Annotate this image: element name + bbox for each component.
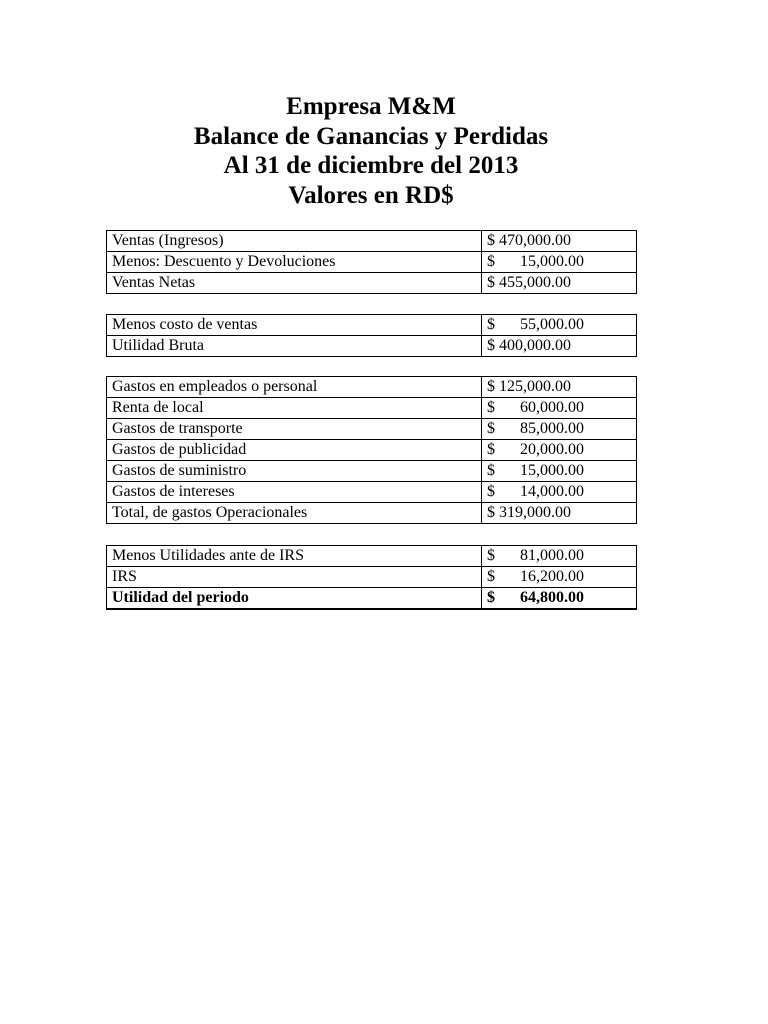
amount-wrapper — [487, 398, 636, 418]
row-label: Gastos de suministro — [107, 461, 482, 482]
table-row — [107, 377, 637, 398]
amount-wrapper — [487, 336, 636, 356]
cost-of-sales-table — [106, 314, 637, 357]
amount-wrapper — [487, 231, 636, 251]
row-amount — [482, 231, 637, 252]
currency-symbol: $ — [487, 253, 495, 270]
amount-wrapper — [487, 503, 636, 523]
row-amount — [482, 546, 637, 567]
amount-wrapper — [487, 377, 636, 397]
operating-expenses-table — [106, 376, 637, 524]
table-row — [107, 546, 637, 567]
document-title-block — [0, 92, 742, 210]
amount-value: 14,000.00 — [520, 483, 584, 500]
amount-value: 16,200.00 — [520, 568, 584, 585]
currency-symbol: $ — [487, 589, 495, 606]
currency-symbol: $ — [487, 399, 495, 416]
currency-symbol: $ — [487, 483, 495, 500]
table-row — [107, 336, 637, 357]
sales-table — [106, 230, 637, 294]
amount-value: 64,800.00 — [520, 589, 584, 606]
amount-value: 125,000.00 — [499, 378, 571, 395]
table-row — [107, 567, 637, 588]
row-label: Gastos de transporte — [107, 419, 482, 440]
row-label: Menos Utilidades ante de IRS — [107, 546, 482, 567]
currency-symbol: $ — [487, 316, 495, 333]
row-label: Renta de local — [107, 398, 482, 419]
amount-value: 470,000.00 — [499, 232, 571, 249]
currency-symbol: $ — [487, 232, 495, 249]
row-label: IRS — [107, 567, 482, 588]
row-amount — [482, 315, 637, 336]
currency-note: Valores en RD$ — [288, 181, 454, 209]
amount-value: 85,000.00 — [520, 420, 584, 437]
row-label: Utilidad Bruta — [107, 336, 482, 357]
table-row — [107, 231, 637, 252]
amount-wrapper — [487, 252, 636, 272]
amount-value: 455,000.00 — [499, 274, 571, 291]
amount-value: 319,000.00 — [499, 504, 571, 521]
currency-symbol: $ — [487, 504, 495, 521]
table-row — [107, 440, 637, 461]
row-amount — [482, 336, 637, 357]
row-amount — [482, 398, 637, 419]
row-amount — [482, 482, 637, 503]
row-amount — [482, 252, 637, 273]
amount-wrapper — [487, 315, 636, 335]
amount-wrapper — [487, 546, 636, 566]
row-amount — [482, 567, 637, 588]
amount-wrapper — [487, 482, 636, 502]
amount-value: 15,000.00 — [520, 253, 584, 270]
row-label: Total, de gastos Operacionales — [107, 503, 482, 524]
row-label: Gastos de intereses — [107, 482, 482, 503]
currency-symbol: $ — [487, 441, 495, 458]
row-label: Menos costo de ventas — [107, 315, 482, 336]
currency-symbol: $ — [487, 337, 495, 354]
table-row — [107, 273, 637, 294]
table-row — [107, 503, 637, 524]
table-row — [107, 252, 637, 273]
net-income-table — [106, 545, 637, 610]
amount-value: 20,000.00 — [520, 441, 584, 458]
amount-wrapper — [487, 419, 636, 439]
row-amount — [482, 273, 637, 294]
row-amount — [482, 377, 637, 398]
row-label: Gastos de publicidad — [107, 440, 482, 461]
currency-symbol: $ — [487, 462, 495, 479]
row-label: Ventas Netas — [107, 273, 482, 294]
row-amount — [482, 588, 637, 610]
amount-value: 60,000.00 — [520, 399, 584, 416]
company-name: Empresa M&M — [286, 93, 456, 120]
statement-title: Balance de Ganancias y Perdidas — [193, 122, 549, 150]
row-amount — [482, 419, 637, 440]
row-label: Gastos en empleados o personal — [107, 377, 482, 398]
table-row — [107, 398, 637, 419]
row-label: Ventas (Ingresos) — [107, 231, 482, 252]
table-row — [107, 482, 637, 503]
amount-wrapper — [487, 273, 636, 293]
row-amount — [482, 461, 637, 482]
currency-symbol: $ — [487, 568, 495, 585]
table-row — [107, 588, 637, 610]
currency-symbol: $ — [487, 378, 495, 395]
row-label: Menos: Descuento y Devoluciones — [107, 252, 482, 273]
table-row — [107, 419, 637, 440]
amount-value: 400,000.00 — [499, 337, 571, 354]
amount-value: 55,000.00 — [520, 316, 584, 333]
currency-symbol: $ — [487, 420, 495, 437]
currency-symbol: $ — [487, 547, 495, 564]
amount-value: 81,000.00 — [520, 547, 584, 564]
table-row — [107, 315, 637, 336]
row-amount — [482, 440, 637, 461]
amount-value: 15,000.00 — [520, 462, 584, 479]
currency-symbol: $ — [487, 274, 495, 291]
amount-wrapper — [487, 588, 636, 608]
amount-wrapper — [487, 461, 636, 481]
row-label: Utilidad del periodo — [107, 588, 482, 610]
amount-wrapper — [487, 440, 636, 460]
statement-date: Al 31 de diciembre del 2013 — [223, 152, 519, 179]
row-amount — [482, 503, 637, 524]
table-row — [107, 461, 637, 482]
amount-wrapper — [487, 567, 636, 587]
